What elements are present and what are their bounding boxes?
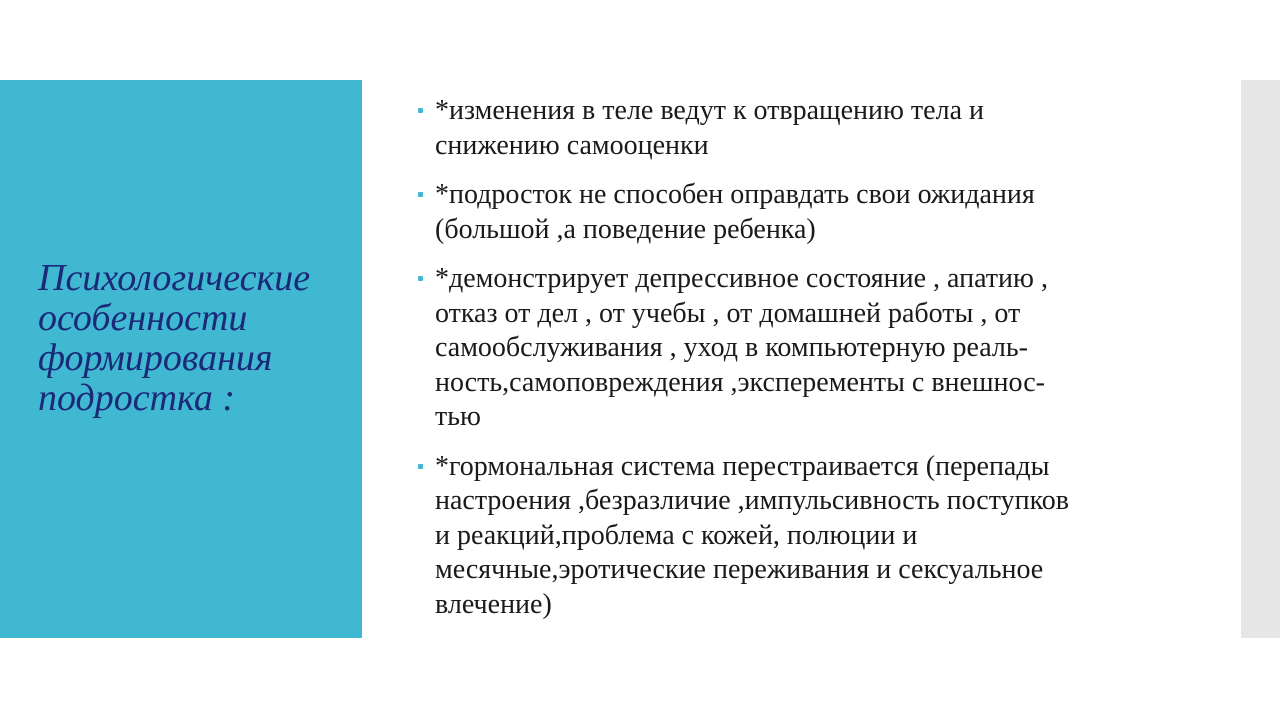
bullet-line: самообслуживания , уход в компьютерную реаль-	[435, 332, 1028, 363]
bullet-item	[416, 178, 1176, 247]
bullet-line: *гормональная система перестраивается (перепады	[435, 450, 1050, 482]
bullet-line: *подросток не способен оправдать свои ожидания	[435, 179, 1035, 210]
bullet-line: и реакций,проблема с кожей, полюции и	[435, 519, 918, 551]
slide-title-line: подростка :	[38, 377, 236, 419]
bullet-line: настроения ,безразличие ,импульсивность поступков	[435, 485, 1069, 516]
bullet-item	[416, 94, 1176, 163]
slide-title	[38, 258, 348, 418]
bullet-line: ность,самоповреждения ,эксперементы с внешнос-	[435, 366, 1045, 398]
bullet-list	[416, 94, 1176, 637]
slide-title-line: формирования	[38, 337, 273, 379]
bullet-line: (большой ,а поведение ребенка)	[435, 213, 816, 245]
bullet-line: *демонстрирует депрессивное состояние , апатию ,	[435, 263, 1048, 294]
bullet-line: *изменения в теле ведут к отвращению тела и	[435, 95, 984, 126]
bullet-line: снижению самооценки	[435, 129, 709, 161]
slide-title-line: особенности	[38, 297, 248, 339]
bullet-marker-icon	[418, 108, 423, 113]
right-side-strip	[1241, 80, 1280, 638]
slide-title-line: Психологические	[38, 257, 311, 299]
bullet-marker-icon	[418, 192, 423, 197]
bullet-line: влечение)	[435, 588, 552, 620]
bullet-line: отказ от дел , от учебы , от домашней работы , от	[435, 297, 1021, 329]
bullet-item	[416, 450, 1176, 623]
bullet-marker-icon	[418, 464, 423, 469]
bullet-item	[416, 262, 1176, 435]
bullet-line: тью	[435, 401, 481, 432]
bullet-marker-icon	[418, 276, 423, 281]
bullet-line: месячные,эротические переживания и сексуальное	[435, 554, 1044, 585]
